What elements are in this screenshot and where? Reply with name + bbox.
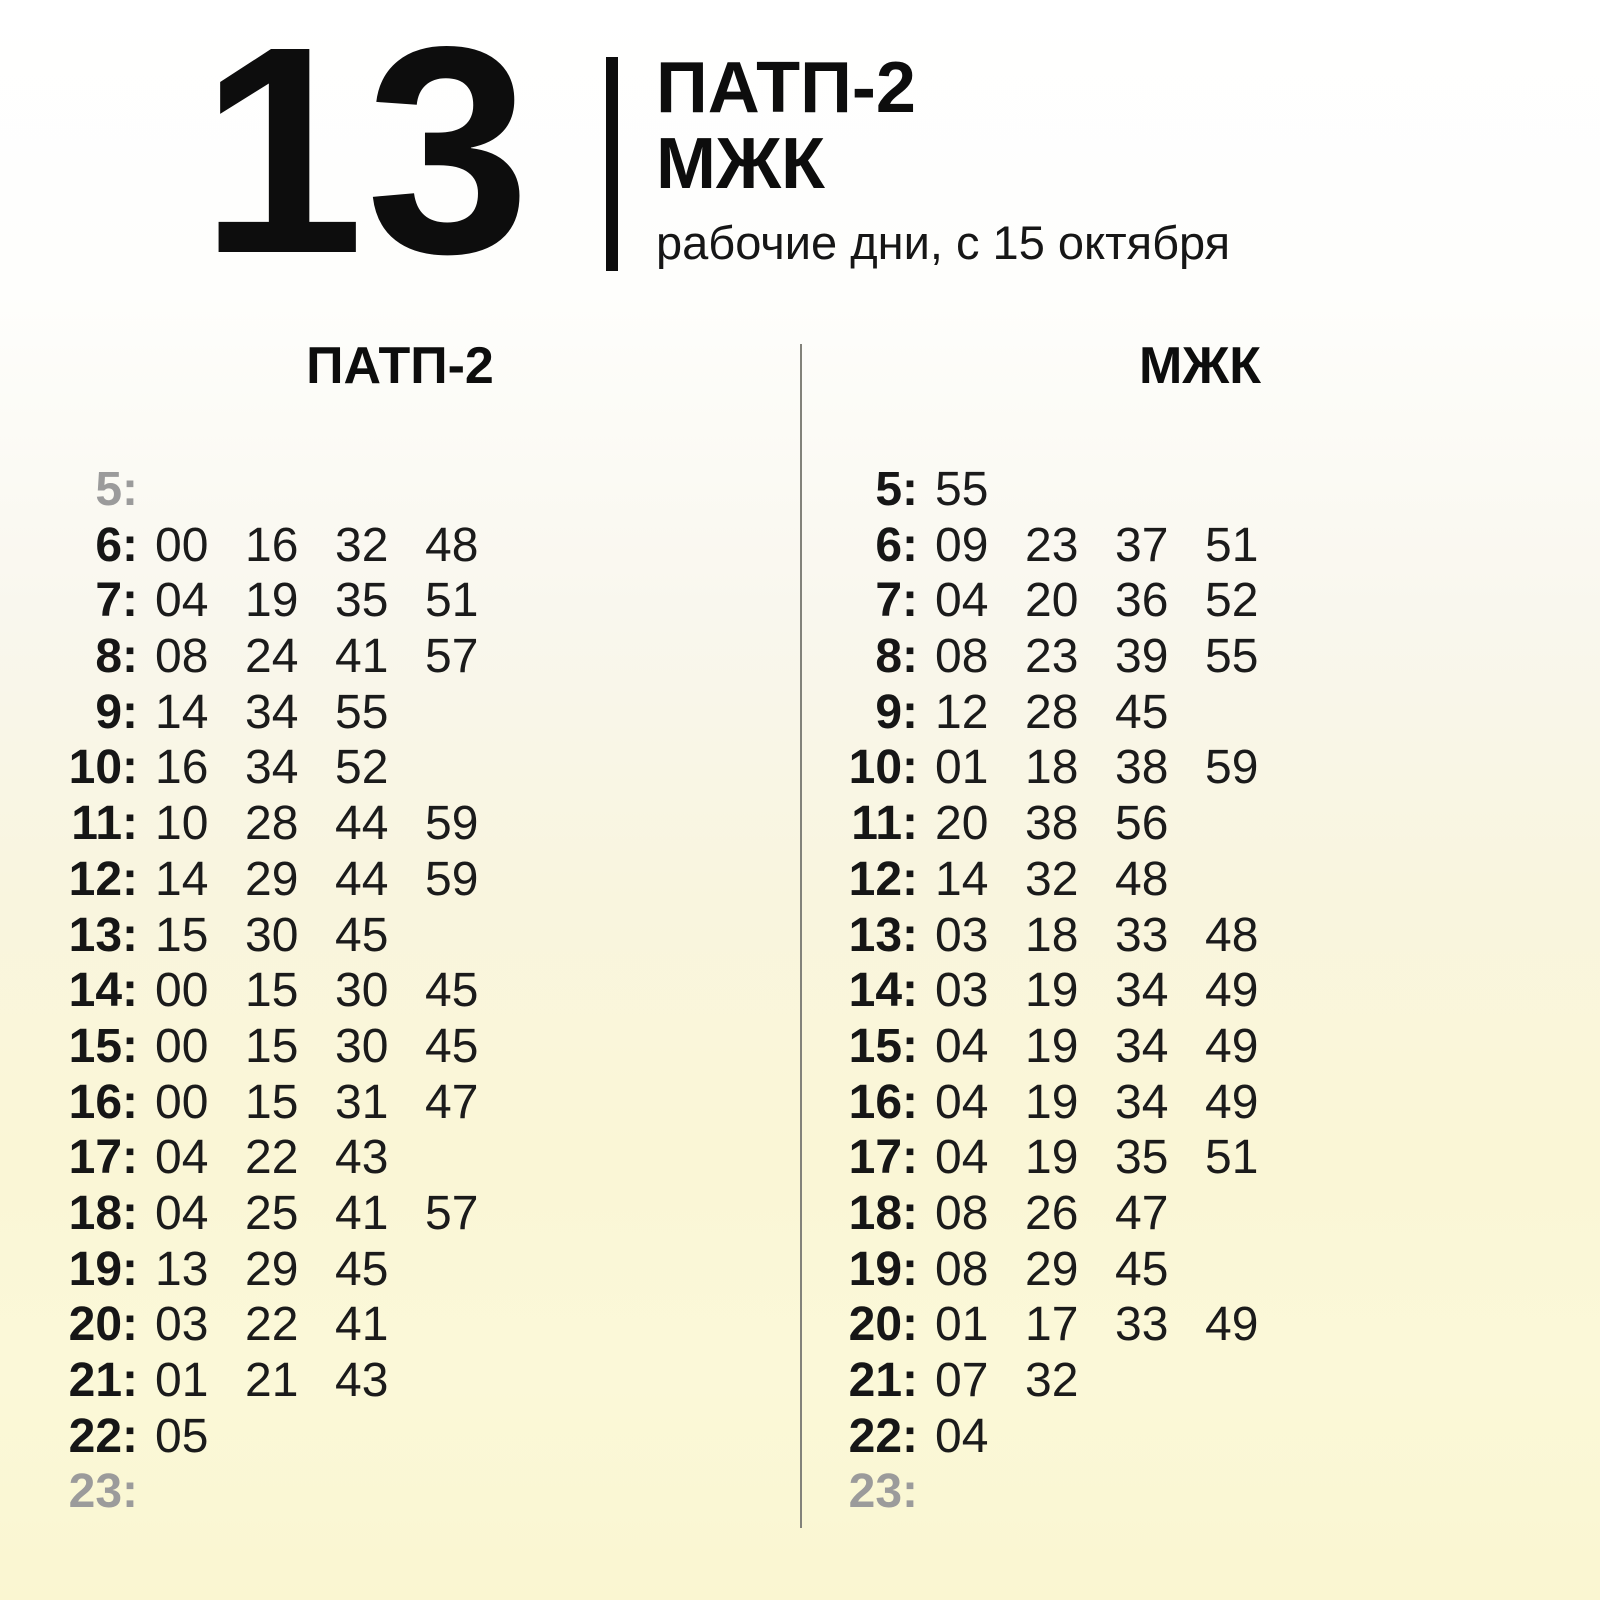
header-divider-bar — [606, 57, 618, 271]
minute-cell: 43 — [335, 1131, 389, 1185]
minute-cell: 55 — [935, 463, 989, 516]
minute-cell: 18 — [1025, 741, 1079, 795]
minute-cell: 47 — [425, 1075, 479, 1129]
minute-cell: 04 — [935, 574, 989, 628]
minute-cell: 00 — [155, 1075, 209, 1129]
minute-cell: 55 — [335, 685, 389, 739]
timetable-row — [840, 1186, 1278, 1242]
minute-cell: 30 — [335, 1019, 389, 1073]
minute-cell: 57 — [425, 630, 479, 684]
minute-cell: 16 — [245, 518, 299, 572]
timetable-row — [840, 908, 1278, 964]
minute-cell: 49 — [1205, 964, 1259, 1018]
minute-cell: 45 — [335, 908, 389, 962]
hour-label: 19: — [848, 1242, 918, 1296]
minute-cell: 57 — [425, 1186, 479, 1240]
minute-cell: 04 — [155, 1131, 209, 1185]
minute-cell: 08 — [935, 1186, 989, 1240]
hour-label: 15: — [68, 1019, 138, 1073]
hour-label: 5: — [875, 463, 918, 516]
minute-cell: 14 — [155, 852, 209, 906]
timetable-row — [840, 1019, 1278, 1075]
timetable-row — [840, 1297, 1278, 1353]
minute-cell: 08 — [935, 1242, 989, 1296]
hour-label: 9: — [95, 685, 138, 739]
column-divider-line — [800, 344, 802, 1528]
minute-cell: 38 — [1115, 741, 1169, 795]
minute-cell: 08 — [155, 630, 209, 684]
hour-label: 14: — [68, 964, 138, 1018]
minute-cell: 43 — [335, 1354, 389, 1407]
minute-cell: 14 — [935, 852, 989, 906]
timetable-row — [60, 518, 498, 574]
minute-cell: 16 — [155, 741, 209, 795]
minute-cell: 15 — [245, 1075, 299, 1129]
hour-label: 13: — [848, 908, 918, 962]
minute-cell: 30 — [245, 908, 299, 962]
minute-cell: 08 — [935, 630, 989, 684]
minute-cell: 07 — [935, 1354, 989, 1407]
timetable-row — [840, 1409, 1278, 1465]
hour-label: 19: — [68, 1242, 138, 1296]
hour-label: 13: — [68, 908, 138, 962]
minute-cell: 34 — [1115, 964, 1169, 1018]
minute-cell: 49 — [1205, 1298, 1259, 1352]
hour-label: 6: — [875, 518, 918, 572]
minute-cell: 44 — [335, 852, 389, 906]
minute-cell: 00 — [155, 1019, 209, 1073]
minute-cell: 41 — [335, 1186, 389, 1240]
hour-label: 18: — [848, 1186, 918, 1240]
minute-cell: 45 — [425, 964, 479, 1018]
hour-label: 6: — [95, 518, 138, 572]
timetable-row — [840, 1130, 1278, 1186]
timetable-row — [60, 685, 498, 741]
minute-cell: 01 — [155, 1354, 209, 1407]
minute-cell: 00 — [155, 964, 209, 1018]
minute-cell: 24 — [245, 630, 299, 684]
route-number: 13 — [200, 0, 533, 315]
timetable-row — [60, 1019, 498, 1075]
hour-label: 10: — [68, 741, 138, 795]
hour-label: 16: — [68, 1075, 138, 1129]
minute-cell: 21 — [245, 1354, 299, 1407]
minute-cell: 05 — [155, 1409, 209, 1463]
timetable-row — [60, 1130, 498, 1186]
hour-label: 8: — [95, 630, 138, 684]
timetable-row — [60, 1353, 498, 1409]
minute-cell: 48 — [1205, 908, 1259, 962]
minute-cell: 15 — [245, 964, 299, 1018]
minute-cell: 22 — [245, 1131, 299, 1185]
hour-label: 10: — [848, 741, 918, 795]
route-header — [656, 50, 1230, 270]
hour-label: 18: — [68, 1186, 138, 1240]
minute-cell: 03 — [935, 964, 989, 1018]
timetable-patp2 — [60, 462, 498, 1520]
minute-cell: 59 — [1205, 741, 1259, 795]
timetable-row — [60, 1186, 498, 1242]
minute-cell: 48 — [425, 518, 479, 572]
timetable-row — [60, 963, 498, 1019]
minute-cell: 48 — [1115, 852, 1169, 906]
minute-cell: 19 — [1025, 964, 1079, 1018]
hour-label: 23: — [68, 1465, 138, 1519]
hour-label: 17: — [848, 1131, 918, 1185]
minute-cell: 22 — [245, 1298, 299, 1352]
timetable-row — [60, 796, 498, 852]
minute-cell: 34 — [1115, 1075, 1169, 1129]
timetable-row — [840, 963, 1278, 1019]
minute-cell: 31 — [335, 1075, 389, 1129]
timetable-row — [60, 629, 498, 685]
timetable-row — [840, 462, 1278, 518]
hour-label: 17: — [68, 1131, 138, 1185]
minute-cell: 01 — [935, 741, 989, 795]
minute-cell: 19 — [1025, 1075, 1079, 1129]
timetable-row — [60, 1409, 498, 1465]
minute-cell: 04 — [935, 1019, 989, 1073]
hour-label: 20: — [848, 1298, 918, 1352]
minute-cell: 10 — [155, 797, 209, 851]
timetable-row — [60, 1464, 498, 1520]
hour-label: 11: — [851, 797, 918, 851]
minute-cell: 13 — [155, 1242, 209, 1296]
minute-cell: 32 — [1025, 1354, 1079, 1407]
route-endpoint-a: ПАТП-2 — [656, 48, 916, 128]
timetable-row — [60, 1075, 498, 1131]
minute-cell: 30 — [335, 964, 389, 1018]
hour-label: 22: — [68, 1409, 138, 1463]
minute-cell: 26 — [1025, 1186, 1079, 1240]
timetable-row — [60, 740, 498, 796]
minute-cell: 34 — [1115, 1019, 1169, 1073]
timetable-row — [840, 740, 1278, 796]
minute-cell: 52 — [335, 741, 389, 795]
minute-cell: 04 — [935, 1075, 989, 1129]
hour-label: 15: — [848, 1019, 918, 1073]
minute-cell: 51 — [1205, 518, 1259, 572]
timetable-row — [840, 1464, 1278, 1520]
timetable-row — [60, 1242, 498, 1298]
minute-cell: 41 — [335, 630, 389, 684]
minute-cell: 39 — [1115, 630, 1169, 684]
timetable-mzhk — [840, 462, 1278, 1520]
hour-label: 11: — [71, 797, 138, 851]
hour-label: 21: — [68, 1354, 138, 1407]
minute-cell: 45 — [425, 1019, 479, 1073]
timetable-row — [840, 1075, 1278, 1131]
minute-cell: 15 — [155, 908, 209, 962]
hour-label: 12: — [848, 852, 918, 906]
route-endpoint-b: МЖК — [656, 124, 825, 204]
hour-label: 5: — [95, 463, 138, 516]
timetable-row — [60, 852, 498, 908]
minute-cell: 04 — [935, 1409, 989, 1463]
timetable-row — [60, 908, 498, 964]
minute-cell: 33 — [1115, 1298, 1169, 1352]
timetable-row — [840, 629, 1278, 685]
minute-cell: 51 — [425, 574, 479, 628]
minute-cell: 49 — [1205, 1019, 1259, 1073]
minute-cell: 44 — [335, 797, 389, 851]
minute-cell: 35 — [335, 574, 389, 628]
minute-cell: 00 — [155, 518, 209, 572]
column-header-mzhk: МЖК — [1138, 337, 1262, 395]
minute-cell: 01 — [935, 1298, 989, 1352]
timetable-row — [840, 573, 1278, 629]
minute-cell: 18 — [1025, 908, 1079, 962]
minute-cell: 29 — [1025, 1242, 1079, 1296]
hour-label: 7: — [95, 574, 138, 628]
minute-cell: 04 — [935, 1131, 989, 1185]
minute-cell: 33 — [1115, 908, 1169, 962]
minute-cell: 32 — [1025, 852, 1079, 906]
minute-cell: 03 — [935, 908, 989, 962]
minute-cell: 34 — [245, 685, 299, 739]
minute-cell: 23 — [1025, 518, 1079, 572]
timetable-row — [840, 796, 1278, 852]
timetable-row — [60, 462, 498, 518]
timetable-row — [840, 685, 1278, 741]
minute-cell: 32 — [335, 518, 389, 572]
hour-label: 22: — [848, 1409, 918, 1463]
minute-cell: 41 — [335, 1298, 389, 1352]
minute-cell: 19 — [1025, 1019, 1079, 1073]
minute-cell: 03 — [155, 1298, 209, 1352]
minute-cell: 19 — [245, 574, 299, 628]
hour-label: 23: — [848, 1465, 918, 1519]
minute-cell: 19 — [1025, 1131, 1079, 1185]
minute-cell: 29 — [245, 852, 299, 906]
minute-cell: 38 — [1025, 797, 1079, 851]
hour-label: 20: — [68, 1298, 138, 1352]
timetable-row — [60, 1297, 498, 1353]
minute-cell: 52 — [1205, 574, 1259, 628]
minute-cell: 15 — [245, 1019, 299, 1073]
minute-cell: 20 — [935, 797, 989, 851]
timetable-row — [840, 518, 1278, 574]
column-header-patp2: ПАТП-2 — [306, 337, 494, 395]
minute-cell: 17 — [1025, 1298, 1079, 1352]
minute-cell: 23 — [1025, 630, 1079, 684]
minute-cell: 25 — [245, 1186, 299, 1240]
minute-cell: 37 — [1115, 518, 1169, 572]
minute-cell: 59 — [425, 797, 479, 851]
minute-cell: 59 — [425, 852, 479, 906]
timetable-row — [60, 573, 498, 629]
minute-cell: 45 — [1115, 685, 1169, 739]
minute-cell: 34 — [245, 741, 299, 795]
hour-label: 12: — [68, 852, 138, 906]
minute-cell: 04 — [155, 574, 209, 628]
minute-cell: 45 — [335, 1242, 389, 1296]
minute-cell: 45 — [1115, 1242, 1169, 1296]
hour-label: 9: — [875, 685, 918, 739]
timetable-row — [840, 1242, 1278, 1298]
minute-cell: 20 — [1025, 574, 1079, 628]
timetable-row — [840, 1353, 1278, 1409]
route-note: рабочие дни, с 15 октября — [656, 216, 1231, 269]
minute-cell: 36 — [1115, 574, 1169, 628]
minute-cell: 28 — [245, 797, 299, 851]
hour-label: 14: — [848, 964, 918, 1018]
minute-cell: 12 — [935, 685, 989, 739]
minute-cell: 09 — [935, 518, 989, 572]
minute-cell: 04 — [155, 1186, 209, 1240]
hour-label: 7: — [875, 574, 918, 628]
minute-cell: 51 — [1205, 1131, 1259, 1185]
minute-cell: 55 — [1205, 630, 1259, 684]
hour-label: 21: — [848, 1354, 918, 1407]
minute-cell: 35 — [1115, 1131, 1169, 1185]
hour-label: 8: — [875, 630, 918, 684]
minute-cell: 29 — [245, 1242, 299, 1296]
minute-cell: 47 — [1115, 1186, 1169, 1240]
hour-label: 16: — [848, 1075, 918, 1129]
minute-cell: 49 — [1205, 1075, 1259, 1129]
timetable-row — [840, 852, 1278, 908]
minute-cell: 14 — [155, 685, 209, 739]
minute-cell: 56 — [1115, 797, 1169, 851]
minute-cell: 28 — [1025, 685, 1079, 739]
